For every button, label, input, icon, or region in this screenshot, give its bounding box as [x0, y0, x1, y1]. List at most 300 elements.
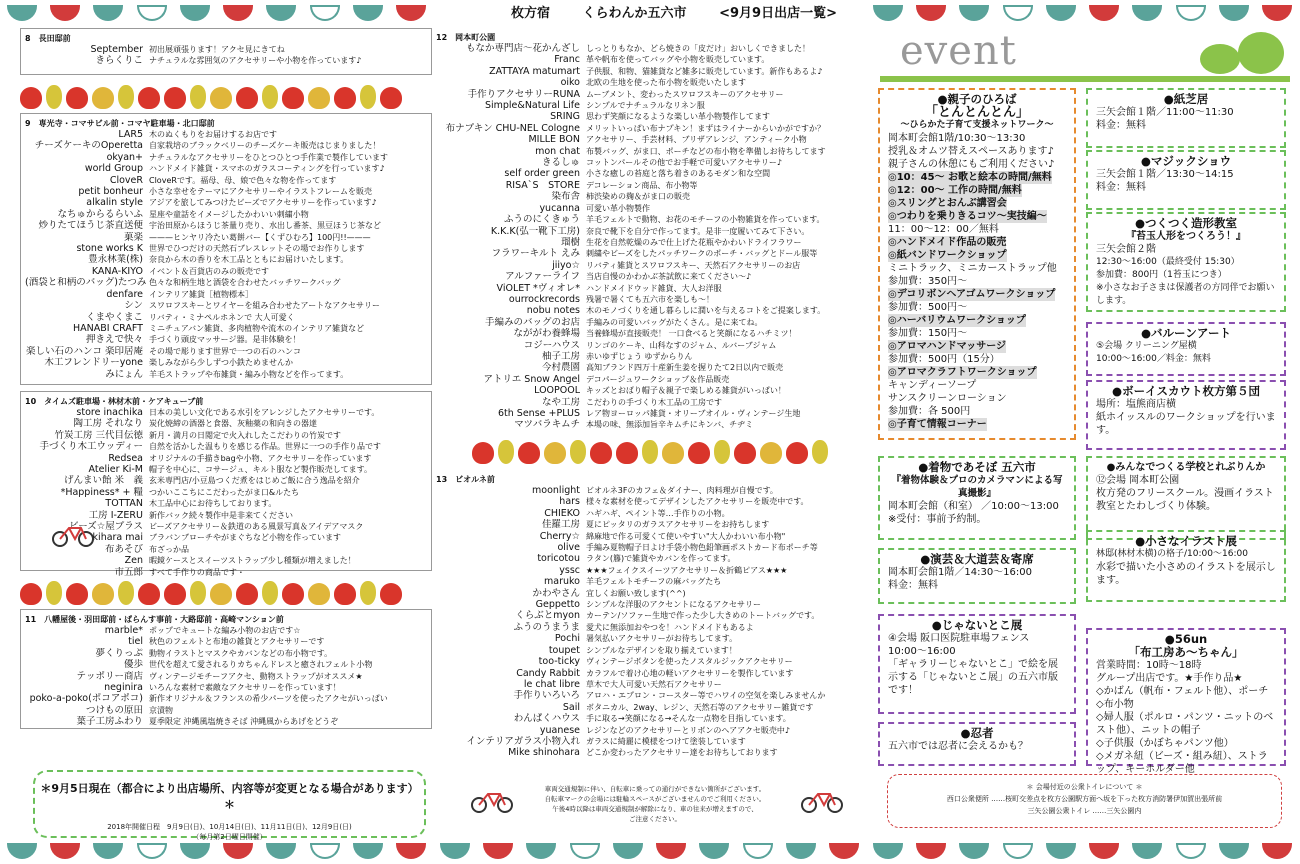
list-item: [25, 407, 427, 418]
shop-name: きるしゅ: [541, 157, 580, 169]
shop-description: メリットいっぱい布ナプキン！まずはライナーからいかがですか？: [586, 123, 826, 133]
shop-name: 6th Sense +PLUS: [497, 408, 580, 419]
list-item: [25, 44, 427, 55]
shop-name: Sail: [562, 701, 580, 713]
shop-name: 楽しい石のハンコ 楽印居庵: [25, 345, 143, 357]
shop-name: oiko: [560, 77, 580, 89]
list-item: [436, 419, 848, 430]
shop-description: 赤いゆずじょう ゆずからりん: [586, 351, 693, 361]
list-item: [25, 716, 427, 727]
shop-description: 残暑で暑くても五六市を楽しも〜！: [586, 294, 714, 304]
list-item: [436, 340, 848, 351]
shop-name: テッポリー商店: [76, 670, 143, 682]
event-line: ◎子育て情報コーナー: [888, 419, 987, 430]
list-item: [25, 220, 427, 231]
list-item: [436, 168, 848, 179]
shop-name: Candy Rabbit: [516, 667, 580, 679]
shop-name: olive: [557, 542, 580, 554]
shop-name: 押きえで快々: [85, 334, 143, 346]
shop-name: self order green: [504, 168, 580, 180]
shop-description: 動物イラストとマスクやカバンなどの布小物です。: [149, 648, 333, 658]
shop-name: September: [90, 44, 143, 55]
list-item: [436, 214, 848, 225]
list-item: [436, 123, 848, 134]
shop-name: 豊永林業(株): [88, 254, 143, 266]
list-item: [436, 397, 848, 408]
list-item: [25, 430, 427, 441]
shop-name: チーズケーキのOperetta: [34, 140, 143, 152]
shop-name: LOOPOOL: [534, 385, 580, 397]
middle-column: [432, 28, 852, 760]
shop-name: 木工フレンドリーyone: [44, 357, 143, 369]
shop-name: hars: [559, 496, 580, 508]
shop-name: 手づくり木工ウッディー: [39, 441, 143, 453]
list-item: [436, 134, 848, 145]
list-item: [25, 186, 427, 197]
shop-description: 楽しみながら少しずつ小鉄ためませんか: [149, 358, 293, 368]
shop-description: スワロフスキーとワイヤーを組み合わせたアートなアクセサリー: [149, 301, 380, 311]
list-item: [25, 152, 427, 163]
shop-name: HANABI CRAFT: [72, 322, 143, 334]
list-item: [25, 464, 427, 475]
event-line: 参加費：500円（15分）: [888, 354, 1000, 365]
shop-description: 夏季限定 沖縄風塩焼きそば 沖縄風からあげをどうぞ: [149, 717, 339, 727]
shop-description: 草木で大人可愛い天然石アクセサリー: [586, 679, 722, 689]
list-item: [436, 351, 848, 362]
list-item: [25, 163, 427, 174]
shop-description: ムーブメント、変わったスワロフスキーのアクセサリー: [586, 89, 784, 99]
shop-name: kihara mai: [92, 532, 143, 544]
list-item: [436, 565, 848, 576]
shop-name: マツバラキムチ: [514, 419, 580, 431]
event-heading: event: [900, 28, 1017, 74]
list-item: [436, 599, 848, 610]
shop-description: 手づくり頭皮マッサージ器。是非体験を！: [149, 335, 301, 345]
list-item: [436, 89, 848, 100]
list-item: [436, 702, 848, 713]
event-box-oyako: ●親子のひろば 「とんとんとん」 〜ひらかた子育て支援ネットワーク〜 岡本町会館1階/10:30〜13:30 授乳＆オムツ替えスペースあります♪ 親子さんの休憩にもご利用ください♪ ◎10：45〜 お歌と絵本の時間/無料 ◎12：00〜 工作の時間/無料 ◎スリングとおんぶ講習会 ◎つわりを乗りきるコツ〜実技編〜 11：00〜12：00／無料 ◎ハンドメイド作品の販売 ◎紙バンドワークショップ ミニトラック、ミニカーストラップ他 参加費：350円〜 ◎デコリボンヘアゴムワークショップ 参加費：500円〜 ◎ハーバリウムワークショップ 参加費：150円〜 ◎アロマハンドマッサージ 参加費：500円（15分） ◎アロマクラフトワークショップ キャンディーソープ サンスクリーンローション 参加費：各 500円 ◎子育て情報コーナー: [878, 88, 1076, 440]
shop-description: 奈良から木の香りを木工品とともにお届けいたします。: [149, 255, 349, 265]
shop-description: 木工品中心にお待ちしております。: [149, 499, 277, 509]
shop-name: ZATTAYA matumart: [489, 65, 580, 77]
shop-name: toricotou: [537, 553, 580, 565]
list-item: [436, 553, 848, 564]
shop-description: 高知ブランド四万十産新生姜を握りたて2日以内で販売: [586, 363, 784, 373]
list-item: [25, 682, 427, 693]
list-item: [436, 713, 848, 724]
shop-description: 羊毛フェルトで動物、お花のモチーフの小物雑貨を作っています。: [586, 215, 825, 225]
list-item: [25, 334, 427, 345]
fruit-divider: [20, 79, 432, 109]
shop-name: 今村農園: [541, 362, 580, 374]
shop-description: ハギハギ、ペイント等…手作りの小物。: [586, 508, 730, 518]
shop-description: 自然を活かした温もりを感じる作品。世界に一つの手作り品です: [149, 442, 381, 452]
shop-description: 小さな幸せをテーマにアクセサリーやイラストフレームを販売: [149, 187, 372, 197]
shop-description: ———ヒンヤリ冷たい葛餅バー【くずひむろ】100円!!———: [149, 232, 371, 242]
shop-name: Atelier Ki-M: [88, 464, 143, 476]
list-item: [25, 510, 427, 521]
shop-name: つけもの原田: [85, 704, 143, 716]
list-item: [436, 485, 848, 496]
list-item: [25, 567, 427, 578]
shop-description: レア物ヨーロッパ雑貨・オリーブオイル・ヴィンテージ生地: [586, 409, 801, 418]
shop-name: もなか専門店〜花かんざし: [465, 43, 580, 54]
shop-name: アトリエ Snow Angel: [483, 373, 580, 385]
shop-description: 子供服、和物、猫雑貨など雑多に販売しています。新作もあるよ♪: [586, 66, 823, 76]
shop-description: 革や帆布を使ってバッグや小物を販売しています。: [586, 55, 770, 65]
list-item: [25, 129, 427, 140]
shop-name: 工房 I-ZERU: [88, 509, 143, 521]
shop-name: インテリアガラス小物入れ: [466, 735, 580, 747]
shop-description: すべて手作りの商品です・: [149, 567, 245, 577]
list-item: [436, 237, 848, 248]
event-box-boyscout: ●ボーイスカウト枚方第５団 場所：塩熊商店横 紙ホイッスルのワークショップを行います。: [1086, 380, 1286, 450]
list-item: [436, 622, 848, 633]
shop-name: okyan+: [106, 151, 143, 163]
event-box-illust: ●小さなイラスト展 林邸(林材木横)の格子/10:00〜16:00 水彩で描いた小さめのイラストを展示します。: [1086, 530, 1286, 602]
shop-description: 奈良で靴下を自分で作ってます。是非一度履いてみて下さい。: [586, 226, 810, 236]
list-item: [25, 346, 427, 357]
shop-description: オリジナルの手描きbagや小物、アクセサリーを作っています: [149, 453, 372, 463]
shop-description: 暑気払いアクセサリーがお待ちしてます。: [586, 634, 738, 644]
event-title: くらわんか五六市: [582, 6, 687, 21]
fruit-divider: [472, 434, 852, 464]
shop-name: なががわ養蜂場: [513, 328, 580, 340]
event-line: ◎デコリボンヘアゴムワークショップ: [888, 289, 1056, 300]
left-column: [20, 28, 432, 729]
event-line: 参加費：各 500円: [888, 406, 971, 417]
shop-description: つかいここちにこだわったがま口&ルたち: [149, 487, 300, 497]
shop-name: わんぱくハウス: [513, 713, 580, 725]
list-item: [436, 157, 848, 168]
shop-name: 手編みのバッグのお店: [484, 316, 580, 328]
list-item: [25, 498, 427, 509]
section-13: 13 ビオルネ前 moonlight ビオルネ3Fのカフェ＆ダイナー、肉料理が自慢です。 hars 様々な素材を使ってデザインしたアクセサリーを販売中です。 CHIEKO ハギハギ、ペイント等…手作りの小物。 佳羅工房 夏にピッタリのガラスアクセサリーをお持ちします Cherry☆ 綿麻地で作る可愛くて使いやすい"大人かわいい布小物" olive 手編み夏物帽子日よけ手袋小物色鉛筆画ポストカード布ポーチ等 toricotou ラタン(籐)で雑貨やカバンを作ってます。 yssc ★★★フェイクスイーツアクセサリー＆折鶴ピアス★★★ maruko 羊毛フェルトモチーフの麻バッグたち かわやさん 宜しくお願い致します(^^) Geppetto シンプルな洋服のアクセントになるアクセサリー くらぶとmyon カーテン/ソファー生地で作った少し大きめのトートバッグです。 ふうのうまうま 愛犬に無添加おやつを！ハンドメイドもあるよ Pochi 暑気払いアクセサリーがお待ちしてます。 toupet シンプルなデザインを取り揃えています！ too-ticky ヴィンテージボタンを使ったノスタルジックアクセサリー Candy Rabbit カラフルで着け心地の軽いアクセサリーを製作しています le chat libre 草木で大人可愛い天然石アクセサリー 手作りいろいろ アロハ・エプロン・コースター等でハワイの空気を楽しみませんか Sail ボタニカル、2way、レジン、天然石等のアクセサリー雑貨です わんぱくハウス 手に取る→笑顔になる→そんな一点物を目指しています。 yuanese レジンなどのアクセサリーとリボンのヘアアクセ販売中♪ インテリアガラス小物入れ ガラスに綺麗に模様をつけて塗装しています Mike shinohara どこか変わったアクセサリー達をお待ちしております: [432, 470, 852, 760]
bicycle-icon: [800, 788, 844, 814]
event-box-janaitoko: ●じゃないとこ展 ④会場 阪口医院駐車場フェンス 10:00〜16:00 「ギャラリーじゃないとこ」で絵を展示する「じゃないとこ展」の五六市版です！: [878, 614, 1076, 714]
event-line: ◎ハーバリウムワークショップ: [888, 315, 1026, 326]
shop-description: 羊毛フェルトモチーフの麻バッグたち: [586, 577, 722, 587]
list-item: [436, 203, 848, 214]
list-item: [436, 656, 848, 667]
shop-description: 色々な和柄生地と酒袋を合わせたバッチワークバッグ: [149, 278, 341, 288]
shop-description: ナチュラルなアクセサリーをひとつひとつ手作業で製作しています: [149, 152, 388, 162]
shop-name: 手作りいろいろ: [513, 690, 580, 702]
event-line: ◎アロマクラフトワークショップ: [888, 367, 1037, 378]
shop-description: リバティ雑貨とスワロフスキー、天然石アクセサリーのお店: [586, 260, 801, 270]
shop-name: LAR5: [118, 129, 143, 140]
shop-description: 当養蜂場が直接販売！ 一口食べると笑顔になるハチミツ！: [586, 329, 797, 339]
shop-name: yssc: [559, 564, 580, 576]
list-item: [436, 531, 848, 542]
shop-name: too-ticky: [538, 656, 580, 668]
shop-description: 綿麻地で作る可愛くて使いやすい"大人かわいい布小物": [586, 531, 786, 541]
shop-name: 柚子工房: [541, 350, 580, 362]
list-item: [25, 55, 427, 66]
tree-decor: [1200, 44, 1240, 74]
shop-description: シンプルな洋服のアクセントになるアクセサリー: [586, 600, 761, 610]
list-item: [436, 690, 848, 701]
shop-description: 刺繍やビーズをしたパッチワークのポーチ・バッグとドール服等: [586, 249, 818, 259]
list-item: [25, 648, 427, 659]
list-item: [25, 266, 427, 277]
event-box-zoukei: ●つくつく造形教室 『苔玉人形をつくろう！』 三矢会館２階 12:30〜16:00（最終受付 15:30） 参加費：800円（1苔玉につき） ※小さなお子さまは保護者の方同伴でお願いします。: [1086, 212, 1286, 312]
shop-description: 愛犬に無添加おやつを！ハンドメイドもあるよ: [586, 622, 754, 632]
shop-name: 布あそび: [104, 543, 143, 555]
list-item: [436, 226, 848, 237]
shop-description: 帽子を中心に、コサージュ、キルト服など製作販売してます。: [149, 465, 372, 475]
shop-description: 布製バッグ、がま口、ポーチなどの布小物を準備しお待ちしてます: [586, 146, 826, 156]
list-item: [436, 43, 848, 54]
shop-description: ボタニカル、2way、レジン、天然石等のアクセサリー雑貨です: [586, 702, 814, 712]
shop-name: KANA-KIYO: [91, 265, 143, 277]
shop-name: world Group: [84, 163, 143, 175]
shop-description: ナチュラルな雰囲気のアクセサリーや小物を作っています♪: [149, 56, 362, 66]
list-item: [436, 100, 848, 111]
shop-name: Pochi: [554, 633, 580, 645]
shop-description: ポップでキュートな編み小物のお店です☆: [149, 626, 301, 635]
event-box-kamishibai: ●紙芝居 三矢会館１階／11:00〜11:30 料金：無料: [1086, 88, 1286, 148]
grass-decor: [880, 76, 1290, 82]
list-item: [25, 243, 427, 254]
shop-description: 手編み夏物帽子日よけ手袋小物色鉛筆画ポストカード布ポーチ等: [586, 543, 818, 553]
shop-description: 世代を超えて愛されるりカちゃんドレスと癒されフェルト小物: [149, 660, 373, 670]
list-item: [436, 668, 848, 679]
shop-description: 夏にピッタリのガラスアクセサリーをお持ちします: [586, 520, 770, 530]
shop-name: なちゅからるらいふ: [57, 208, 143, 220]
shop-name: TOTTAN: [105, 498, 143, 510]
shop-description: 本場の味、無添加旨辛キムチにキンバ、チヂミ: [586, 420, 754, 430]
shop-description: 星座や童話をイメージしたかわいい刺繍小物: [149, 209, 309, 219]
shop-description: ビオルネ3Fのカフェ＆ダイナー、肉料理が自慢です。: [586, 486, 778, 495]
shop-name: 瑠樹: [560, 236, 580, 248]
shop-description: 様々な素材を使ってデザインしたアクセサリーを販売中です。: [586, 497, 809, 507]
shop-name: Redsea: [108, 452, 143, 464]
list-item: [436, 77, 848, 88]
notice-box: ＊9月5日現在（都合により出店場所、内容等が変更となる場合があります）＊ 2018年開催日程 9月9日(日)、10月14日(日)、11月11日(日)、12月9日(日) （毎月第2日曜日開催）: [33, 770, 426, 838]
list-item: [436, 362, 848, 373]
list-item: [436, 248, 848, 259]
shop-description: ヴィンテージボタンを使ったノスタルジックアクセサリー: [586, 657, 793, 667]
shop-description: その場で彫ります世界で一つの石のハンコ: [149, 346, 301, 356]
shop-name: Mike shinohara: [508, 747, 580, 759]
section-8: 8 長田邸前 September 初出展頑張ります！アクセ見にきてね きらくりこ ナチュラルな雰囲気のアクセサリーや小物を作っています♪: [20, 28, 432, 75]
list-item: [25, 475, 427, 486]
section-10: 10 タイムズ駐車場・林材木前・ケアキューブ前 store inachika 日本の美しい文化である水引をアレンジしたアクセサリーです。 陶工房 それなり 炭化焼締の酒器と食器、灰釉薬の和向きの器達 竹炭工房 三代目伝徳 新月・満月の日閲定で火入れしたこだわりの竹炭です 手づくり木工ウッディー 自然を活かした温もりを感じる作品。世界に一つの手作り品です Redsea オリジナルの手描きbagや小物、アクセサリーを作っています Atelier Ki-M 帽子を中心に、コサージュ、キルト服など製作販売してます。 げんまい飴 米 義 玄米専門店/小豆島つくだ煮をはじめご飯に合う逸品を紹介 *Happiness* + 糧 つかいここちにこだわったがま口&ルたち TOTTAN 木工品中心にお待ちしております。 工房 I-ZERU 新作バック続々製作中是非来てください ビーズ☆屋プラス ビーズアクセサリー＆鉄道のある風景写真＆アイデアマスク kihara mai ブラバンブローチやがまぐちなど小物を作っています 布あそび 布ざっか品 Zen 暇鏡ケースとスイーツストラップ少し種類が増えました！ 市五郎 すべて手作りの商品です・: [20, 391, 432, 571]
shop-description: 手編みの可愛いバッグがたくさん。是に来てね。: [586, 317, 763, 327]
place-title: 枚方宿: [511, 6, 551, 21]
shop-description: ヴィンテージモチーフアクセ、動物ストラップがオススメ★: [149, 671, 363, 681]
list-item: [436, 146, 848, 157]
event-line: ミニトラック、ミニカーストラップ他: [888, 263, 1057, 274]
list-item: [25, 300, 427, 311]
shop-name: RISA`S STORE: [505, 179, 580, 191]
event-line: 参加費：500円〜: [888, 302, 968, 313]
event-line: ◎アロマハンドマッサージ: [888, 341, 1007, 352]
list-item: [436, 317, 848, 328]
event-box-freeschool: ●みんなでつくる学校とれぶりんか ⑫会場 岡本町公園 枚方発のフリースクール。漫画イラスト教室とたわしづくり体験。: [1086, 456, 1286, 540]
shop-name: (酒袋と和柄のバッグ)たつみ: [25, 277, 147, 289]
list-item: [25, 625, 427, 636]
list-item: [436, 294, 848, 305]
shop-description: シンプルなデザインを取り揃えています！: [586, 645, 737, 655]
event-line: 参加費：150円〜: [888, 328, 968, 339]
list-item: [25, 636, 427, 647]
shop-name: store inachika: [76, 407, 143, 418]
list-item: [25, 369, 427, 380]
shop-description: 生花を自然乾燥のみで仕上げた花瓶やかわいドライフラワー: [586, 237, 802, 247]
list-item: [436, 747, 848, 758]
list-item: [25, 323, 427, 334]
event-line: キャンディーソープ: [888, 380, 977, 391]
shop-description: ビーズアクセサリー＆鉄道のある風景写真＆アイデアマスク: [149, 522, 364, 532]
shop-name: jiiyo☆: [552, 259, 580, 271]
list-item: [436, 645, 848, 656]
shop-description: ガラスに綺麗に模様をつけて塗装しています: [586, 736, 746, 746]
shop-name: stone works K: [76, 243, 143, 255]
shop-name: ViOLET *ヴィオレ*: [496, 282, 580, 294]
list-item: [25, 232, 427, 243]
shop-description: 手に取る→笑顔になる→そんな一点物を目指しています。: [586, 714, 791, 724]
shop-description: 布ざっか品: [149, 544, 189, 554]
shop-description: 玄米専門店/小豆島つくだ煮をはじめご飯に合う逸品を紹介: [149, 476, 360, 486]
event-box-ninja: ●忍者 五六市では忍者に会えるかも？: [878, 722, 1076, 766]
shop-name: yucanna: [539, 202, 580, 214]
shop-description: 炭化焼締の酒器と食器、灰釉薬の和向きの器達: [149, 419, 317, 429]
shop-name: K.K.K(弘一靴下工房): [490, 225, 580, 237]
shop-name: 布ナプキン CHU-NEL Cologne: [445, 122, 580, 134]
shop-description: キッズとおばり帽子＆親子で楽しめる雑貨がいっぱい！: [586, 386, 786, 396]
section-12: 12 岡本町公園 もなか専門店〜花かんざし しっとりもなか、どら焼きの「皮だけ」おいしくできました！ Franc 革や帆布を使ってバッグや小物を販売しています。 ZATTAYA matumart 子供服、和物、猫雑貨など雑多に販売しています。新作もあるよ♪ oiko 北欧の生地を使った布小物を販売いたします 手作りアクセサリーRUNA ムーブメント、変わったスワロフスキーのアクセサリー Simple&Natural Life シンプルでナチュラルなリネン服 SRING 思わず笑顔になるような楽しい革小物製作してます 布ナプキン CHU-NEL Cologne メリットいっぱい布ナプキン！まずはライナーからいかがですか？ MILLE BON アクセサリー、手芸材料、ブリザアレンジ、アンティーク小物 mon chat 布製バッグ、がま口、ポーチなどの布小物を準備しお待ちしてます きるしゅ コットンパールその他でお手軽で可愛いアクセサリー♪ self order green 小さな癒しの苔庭と落ち着きのあるモダン和な空間 RISA`S STORE デコレーション商品、布小物等 染布舎 柿渋染めの麹＆がま口の販売 yucanna 可愛い革小物製作 ふうのにくきゅう 羊毛フェルトで動物、お花のモチーフの小物雑貨を作っています。 K.K.K(弘一靴下工房) 奈良で靴下を自分で作ってます。是非一度履いてみて下さい。 瑠樹 生花を自然乾燥のみで仕上げた花瓶やかわいドライフラワー フラワーキルト えみ 刺繍やビーズをしたパッチワークのポーチ・バッグとドール服等 jiiyo☆ リバティ雑貨とスワロフスキー、天然石アクセサリーのお店 アルファーライフ 当店自慢のかわかぶ茶試飲に来てください〜♪ ViOLET *ヴィオレ* ハンドメイドウッド雑貨、大人お洋服 ourrockrecords 残暑で暑くても五六市を楽しも〜！ nobu notes 木のモノづくりを通し暮らしに潤いを与えるコトをご提案します。 手編みのバッグのお店 手編みの可愛いバッグがたくさん。是に来てね。 なががわ養蜂場 当養蜂場が直接販売！ 一口食べると笑顔になるハチミツ！ コジーハウス リンゴのケーキ、山科なすのジャム、ルバーブジャム 柚子工房 赤いゆずじょう ゆずからりん 今村農園 高知ブランド四万十産新生姜を握りたて2日以内で販売 アトリエ Snow Angel デコパージュワークショップ＆作品販売 LOOPOOL キッズとおばり帽子＆親子で楽しめる雑貨がいっぱい！ なや工房 こだわりの手づくり木工品の工房です 6th Sense +PLUS レア物ヨーロッパ雑貨・オリーブオイル・ヴィンテージ生地 マツバラキムチ 本場の味、無添加旨辛キムチにキンバ、チヂミ: [432, 28, 852, 424]
event-box-engei: ●演芸＆大道芸＆寄席 岡本町会館1階／14:30〜16:00 料金：無料: [878, 548, 1076, 604]
shop-name: ourrockrecords: [508, 293, 580, 305]
shop-description: ミニチュアバン雑貨、多肉植物や流木のインテリア雑貨など: [149, 323, 365, 333]
list-item: [25, 140, 427, 151]
page-title: [505, 2, 871, 21]
shop-name: ふうのうまうま: [513, 621, 580, 633]
shop-description: CloveRです。福母、母、娘で色々な物を作ってます: [149, 175, 337, 185]
list-item: [436, 180, 848, 191]
list-item: [436, 610, 848, 621]
date-title: <9月9日出店一覧>: [719, 6, 837, 21]
shop-name: poko-a-poko(ポコアポコ): [29, 693, 143, 705]
shop-description: シンプルでナチュラルなリネン服: [586, 101, 705, 111]
shop-name: 染布舎: [551, 191, 580, 203]
list-item: [436, 328, 848, 339]
shop-name: げんまい飴 米 義: [63, 475, 143, 487]
shop-description: ハンドメイド雑貨・スマホのガラスコーティングを行っています♪: [149, 164, 385, 174]
list-item: [436, 385, 848, 396]
shop-description: ハンドメイドウッド雑貨、大人お洋服: [586, 283, 722, 293]
list-item: [436, 496, 848, 507]
shop-name: フラワーキルト えみ: [491, 248, 580, 260]
shop-name: かわやさん: [532, 587, 580, 599]
list-item: [436, 736, 848, 747]
shop-name: Simple&Natural Life: [484, 100, 580, 112]
list-item: [25, 277, 427, 288]
shop-name: なや工房: [541, 396, 580, 408]
list-item: [436, 408, 848, 419]
bicycle-notice: 車両交通規制に伴い、自転車に乗っての通行ができない箇所がございます。 自転車マークの会場には駐輪スペースがございませんのでご利用ください。 午後4時以降は車両交通規制が解除になり、車の往来が増えますので、 ご注意ください。: [544, 785, 766, 823]
shop-name: nobu notes: [526, 305, 580, 317]
toilet-notice: ＊ 会場付近の公衆トイレについて ＊ 西口公衆便所 ……桜町交差点を枚方公園駅方面へ坂を下った枚方消防署伊加賀出張所前 三矢公園公衆トイレ ……三矢公園内: [887, 774, 1282, 828]
shop-description: 秋色のフェルトと布地の雑貨とアクセサリーです: [149, 637, 325, 647]
shop-description: 世界でひつだけの天然石ブレスレットその場でお作りします: [149, 244, 365, 254]
shop-description: イベント＆百貨店のみの販売です: [149, 266, 269, 276]
list-item: [25, 175, 427, 186]
shop-description: 思わず笑顔になるような楽しい革小物製作してます: [586, 112, 770, 122]
event-line: ◎紙バンドワークショップ: [888, 250, 1007, 261]
shop-description: 可愛い革小物製作: [586, 203, 650, 213]
shop-name: きらくりこ: [95, 55, 143, 67]
shop-description: ★★★フェイクスイーツアクセサリー＆折鶴ピアス★★★: [586, 565, 788, 575]
shop-name: *Happiness* + 糧: [60, 486, 143, 498]
list-item: [436, 633, 848, 644]
shop-description: リンゴのケーキ、山科なすのジャム、ルバーブジャム: [586, 340, 777, 350]
event-line: 参加費：350円〜: [888, 276, 968, 287]
list-item: [436, 374, 848, 385]
shop-description: 新月・満月の日閲定で火入れしたこだわりの竹炭です: [149, 430, 341, 440]
shop-name: みにょん: [105, 368, 143, 380]
shop-description: カラフルで着け心地の軽いアクセサリーを製作しています: [586, 668, 794, 678]
event-line: サンスクリーンローション: [888, 393, 1007, 404]
shop-name: SRING: [550, 111, 580, 123]
list-item: [25, 209, 427, 220]
shop-name: Cherry☆: [539, 530, 580, 542]
shop-name: tiel: [128, 636, 143, 648]
list-item: [25, 453, 427, 464]
shop-description: 宜しくお願い致します(^^): [586, 588, 686, 598]
list-item: [436, 191, 848, 202]
list-item: [436, 508, 848, 519]
shop-name: 炒りたてほうじ茶直送便: [38, 220, 143, 232]
shop-description: 小さな癒しの苔庭と落ち着きのあるモダン和な空間: [586, 169, 771, 179]
shop-name: シン: [124, 300, 143, 312]
list-item: [436, 66, 848, 77]
list-item: [25, 312, 427, 323]
shop-name: yuanese: [539, 724, 580, 736]
shop-name: Geppetto: [535, 599, 580, 611]
shop-name: 市五郎: [114, 566, 143, 578]
list-item: [25, 197, 427, 208]
shop-name: アルファーライフ: [505, 271, 580, 283]
shop-name: 夢くりっぷ: [95, 647, 143, 659]
shop-name: くらぶとmyon: [515, 610, 580, 622]
list-item: [25, 671, 427, 682]
shop-description: 新作オリジナル＆フランスの希少パーツを使ったアクセがいっぱい: [149, 694, 388, 704]
shop-name: alkalin style: [86, 197, 143, 209]
shop-name: Franc: [554, 54, 580, 66]
list-item: [436, 271, 848, 282]
list-item: [436, 54, 848, 65]
event-line: 11：00〜12：00／無料: [888, 224, 999, 235]
shop-description: 木のモノづくりを通し暮らしに潤いを与えるコトをご提案します。: [586, 306, 826, 316]
shop-name: くまやくまこ: [85, 311, 143, 323]
shop-description: しっとりもなか、どら焼きの「皮だけ」おいしくできました！: [586, 44, 810, 53]
shop-description: 京漬物: [149, 705, 173, 715]
shop-name: maruko: [544, 576, 580, 588]
shop-description: ブラバンブローチやがまぐちなど小物を作っています: [149, 533, 341, 543]
section-11: 11 八幡屋後・羽田邸前・ぱらんす事前・大路邸前・高崎マンション前 marble* ポップでキュートな編み小物のお店です☆ tiel 秋色のフェルトと布地の雑貨とアクセサリーです 夢くりっぷ 動物イラストとマスクやカバンなどの布小物です。 優歩 世代を超えて愛されるりカちゃんドレスと癒されフェルト小物 テッポリー商店 ヴィンテージモチーフアクセ、動物ストラップがオススメ★ neginira いろんな素材で素敵なアクセサリーを作っています！ poko-a-poko(ポコアポコ) 新作オリジナル＆フランスの希少パーツを使ったアクセがいっぱい つけもの原田 京漬物 葉子工房ふわり 夏季限定 沖縄風塩焼きそば 沖縄風からあげをどうぞ: [20, 609, 432, 729]
list-item: [25, 441, 427, 452]
shop-name: petit bonheur: [78, 186, 143, 198]
section-9: 9 専光寺・コマサビル前・コマヤ駐車場・北口邸前 LAR5 木のぬくもりをお届けするお店です チーズケーキのOperetta 自家栽培のブラックベリーのチーズケーキ販売はじまりました！ okyan+ ナチュラルなアクセサリーをひとつひとつ手作業で製作しています world Group ハンドメイド雑貨・スマホのガラスコーティングを行っています♪ CloveR CloveRです。福母、母、娘で色々な物を作ってます petit bonheur 小さな幸せをテーマにアクセサリーやイラストフレームを販売 alkalin style アジアを旅してみつけたビーズでアクセサリーを作っています♪ なちゅからるらいふ 星座や童話をイメージしたかわいい刺繍小物 炒りたてほうじ茶直送便 宇治田原からほうじ茶量り売り、水出し番茶、黒豆ほうじ茶など 菓楽 ———ヒンヤリ冷たい葛餅バー【くずひむろ】100円!!——— stone works K 世界でひつだけの天然石ブレスレットその場でお作りします 豊永林業(株) 奈良から木の香りを木工品とともにお届けいたします。 KANA-KIYO イベント＆百貨店のみの販売です (酒袋と和柄のバッグ)たつみ 色々な和柄生地と酒袋を合わせたバッチワークバッグ denfare インテリア雑貨［植物標本］ シン スワロフスキーとワイヤーを組み合わせたアートなアクセサリー くまやくまこ リバティ・ミナペルホネンで 大人可愛く HANABI CRAFT ミニチュアバン雑貨、多肉植物や流木のインテリア雑貨など 押きえで快々 手づくり頭皮マッサージ器。是非体験を！ 楽しい石のハンコ 楽印居庵 その場で彫ります世界で一つの石のハンコ 木工フレンドリーyone 楽しみながら少しずつ小鉄ためませんか みにょん 羊毛ストラップや布雑貨・編み小物などを作ってます。: [20, 113, 432, 385]
shop-description: アクセサリー、手芸材料、ブリザアレンジ、アンティーク小物: [586, 135, 807, 145]
shop-name: CloveR: [109, 174, 143, 186]
shop-description: デコパージュワークショップ＆作品販売: [586, 374, 730, 384]
shop-description: ラタン(籐)で雑貨やカバンを作ってます。: [586, 554, 736, 564]
shop-description: どこか変わったアクセサリー達をお待ちしております: [586, 748, 778, 758]
